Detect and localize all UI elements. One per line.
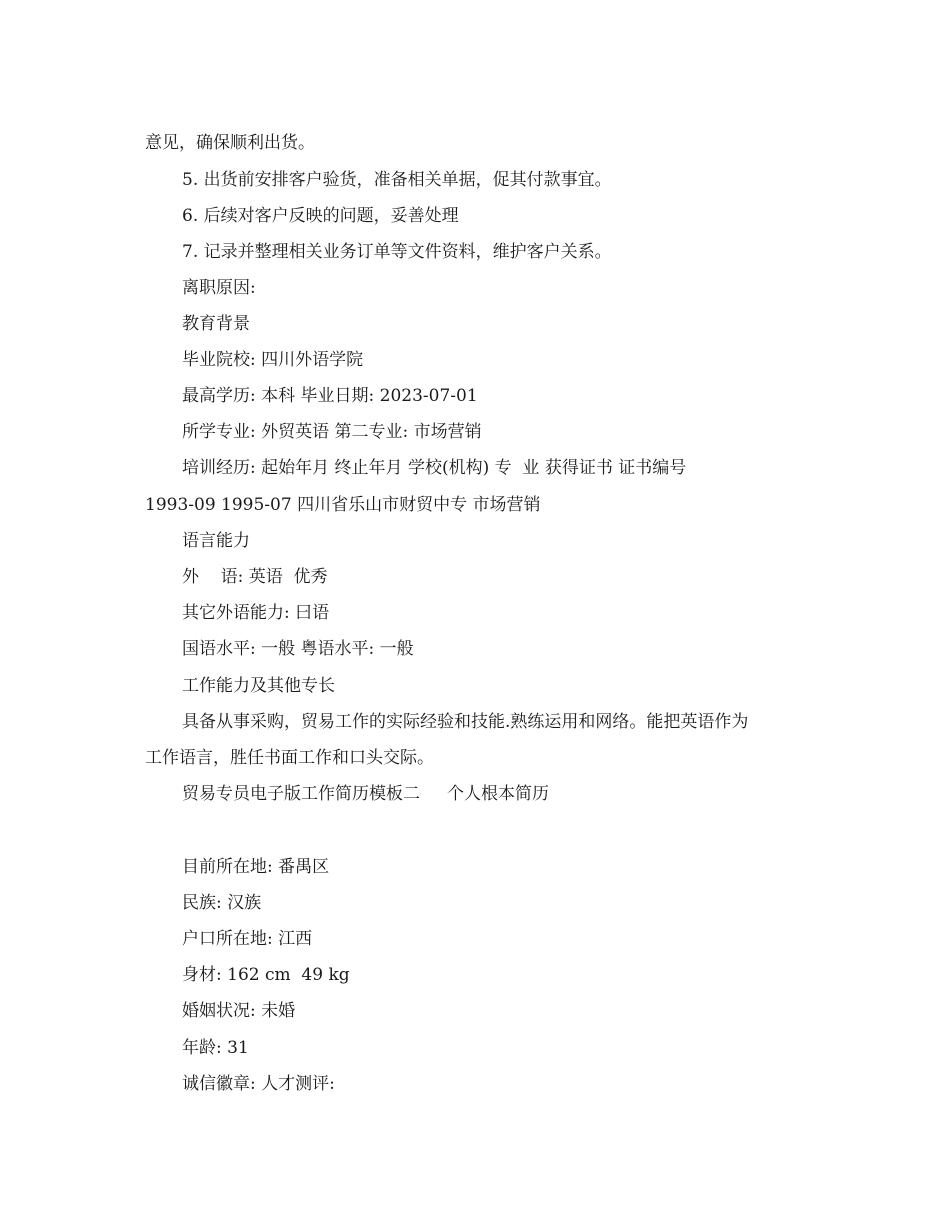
text-line: 婚姻状况: 未婚 bbox=[182, 1001, 296, 1021]
text-line: 其它外语能力: 曰语 bbox=[182, 603, 330, 623]
text-line: 1993-09 1995-07 四川省乐山市财贸中专 市场营销 bbox=[145, 495, 541, 515]
text-line: 目前所在地: 番禺区 bbox=[182, 857, 330, 877]
text-line: 外 语: 英语 优秀 bbox=[182, 567, 328, 587]
text-line: 毕业院校: 四川外语学院 bbox=[182, 350, 364, 370]
text-line: 具备从事采购，贸易工作的实际经验和技能.熟练运用和网络。能把英语作为 bbox=[182, 712, 749, 732]
text-line: 培训经历: 起始年月 终止年月 学校(机构) 专 业 获得证书 证书编号 bbox=[182, 458, 687, 478]
text-line: 所学专业: 外贸英语 第二专业: 市场营销 bbox=[182, 422, 482, 442]
text-line: 6. 后续对客户反映的问题，妥善处理 bbox=[182, 206, 459, 226]
section-heading-skills: 工作能力及其他专长 bbox=[182, 676, 335, 696]
text-line: 离职原因: bbox=[182, 278, 256, 298]
section-heading-template: 贸易专员电子版工作简历模板二 个人根本简历 bbox=[182, 784, 550, 804]
text-line: 工作语言，胜任书面工作和口头交际。 bbox=[145, 748, 434, 768]
text-line: 5. 出货前安排客户验货，准备相关单据，促其付款事宜。 bbox=[182, 170, 612, 190]
text-line: 国语水平: 一般 粤语水平: 一般 bbox=[182, 639, 414, 659]
text-line: 7. 记录并整理相关业务订单等文件资料，维护客户关系。 bbox=[182, 242, 612, 262]
text-line: 最高学历: 本科 毕业日期: 2023-07-01 bbox=[182, 386, 478, 406]
text-line: 民族: 汉族 bbox=[182, 893, 262, 913]
section-heading-education: 教育背景 bbox=[182, 314, 250, 334]
section-heading-language: 语言能力 bbox=[182, 531, 250, 551]
text-line: 年龄: 31 bbox=[182, 1038, 249, 1058]
text-line: 诚信徽章: 人才测评: bbox=[182, 1074, 335, 1094]
text-line: 身材: 162 cm 49 kg bbox=[182, 965, 350, 985]
text-line: 意见，确保顺利出货。 bbox=[145, 133, 315, 153]
text-line: 户口所在地: 江西 bbox=[182, 929, 313, 949]
